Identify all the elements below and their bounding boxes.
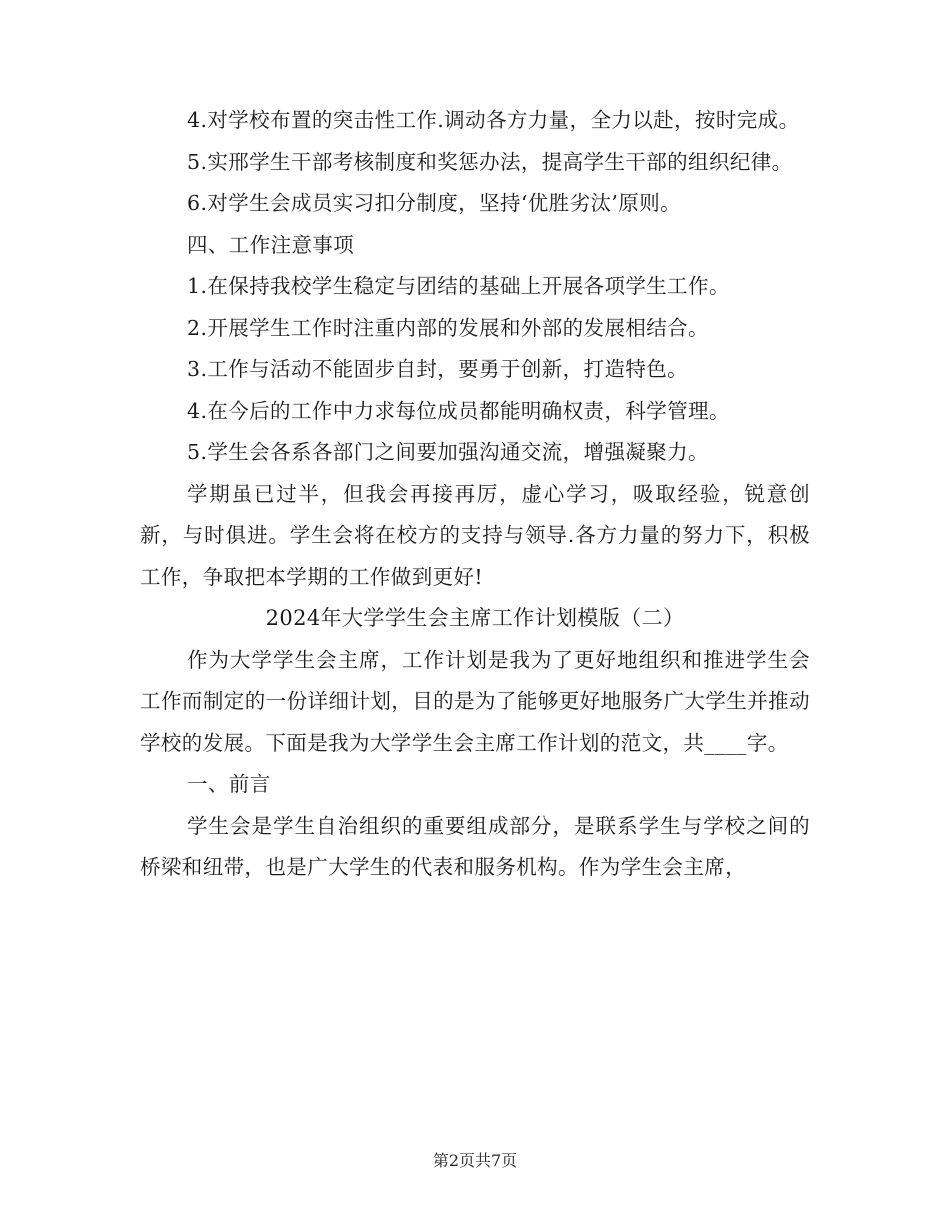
paragraph: 5.实邢学生干部考核制度和奖惩办法，提高学生干部的组织纪律。 bbox=[187, 149, 793, 174]
paragraph: 学生会是学生自治组织的重要组成部分，是联系学生与学校之间的桥梁和纽带，也是广大学生的代表和服务机构。作为学生会主席， bbox=[140, 813, 810, 879]
page-number-footer: 第2页共7页 bbox=[432, 1151, 518, 1170]
document-body bbox=[140, 100, 810, 889]
paragraph: 作为大学学生会主席，工作计划是我为了更好地组织和推进学生会工作而制定的一份详细计划，目的是为了能够更好地服务广大学生并推动学校的发展。下面是我为大学学生会主席工作计划的范文，共____字。 bbox=[140, 647, 810, 755]
paragraph: 5.学生会各系各部门之间要加强沟通交流，增强凝聚力。 bbox=[187, 440, 709, 464]
paragraph: 4.在今后的工作中力求每位成员都能明确权责，科学管理。 bbox=[187, 398, 730, 423]
section-heading-preface: 一、前言 bbox=[187, 772, 271, 796]
document-section-title: 2024年大学学生会主席工作计划模版（二） bbox=[265, 606, 685, 630]
section-heading-notes: 四、工作注意事项 bbox=[187, 232, 355, 257]
paragraph: 学期虽已过半，但我会再接再厉，虚心学习，吸取经验，锐意创新，与时俱进。学生会将在校方的支持与领导.各方力量的努力下，积极工作，争取把本学期的工作做到更好! bbox=[140, 481, 810, 589]
paragraph: 2.开展学生工作时注重内部的发展和外部的发展相结合。 bbox=[187, 315, 709, 340]
paragraph: 6.对学生会成员实习扣分制度，坚持‘优胜劣汰’原则。 bbox=[187, 191, 681, 215]
paragraph: 1.在保持我校学生稳定与团结的基础上开展各项学生工作。 bbox=[187, 274, 730, 298]
paragraph: 3.工作与活动不能固步自封，要勇于创新，打造特色。 bbox=[187, 357, 689, 381]
paragraph: 4.对学校布置的突击性工作.调动各方力量，全力以赴，按时完成。 bbox=[187, 108, 800, 132]
